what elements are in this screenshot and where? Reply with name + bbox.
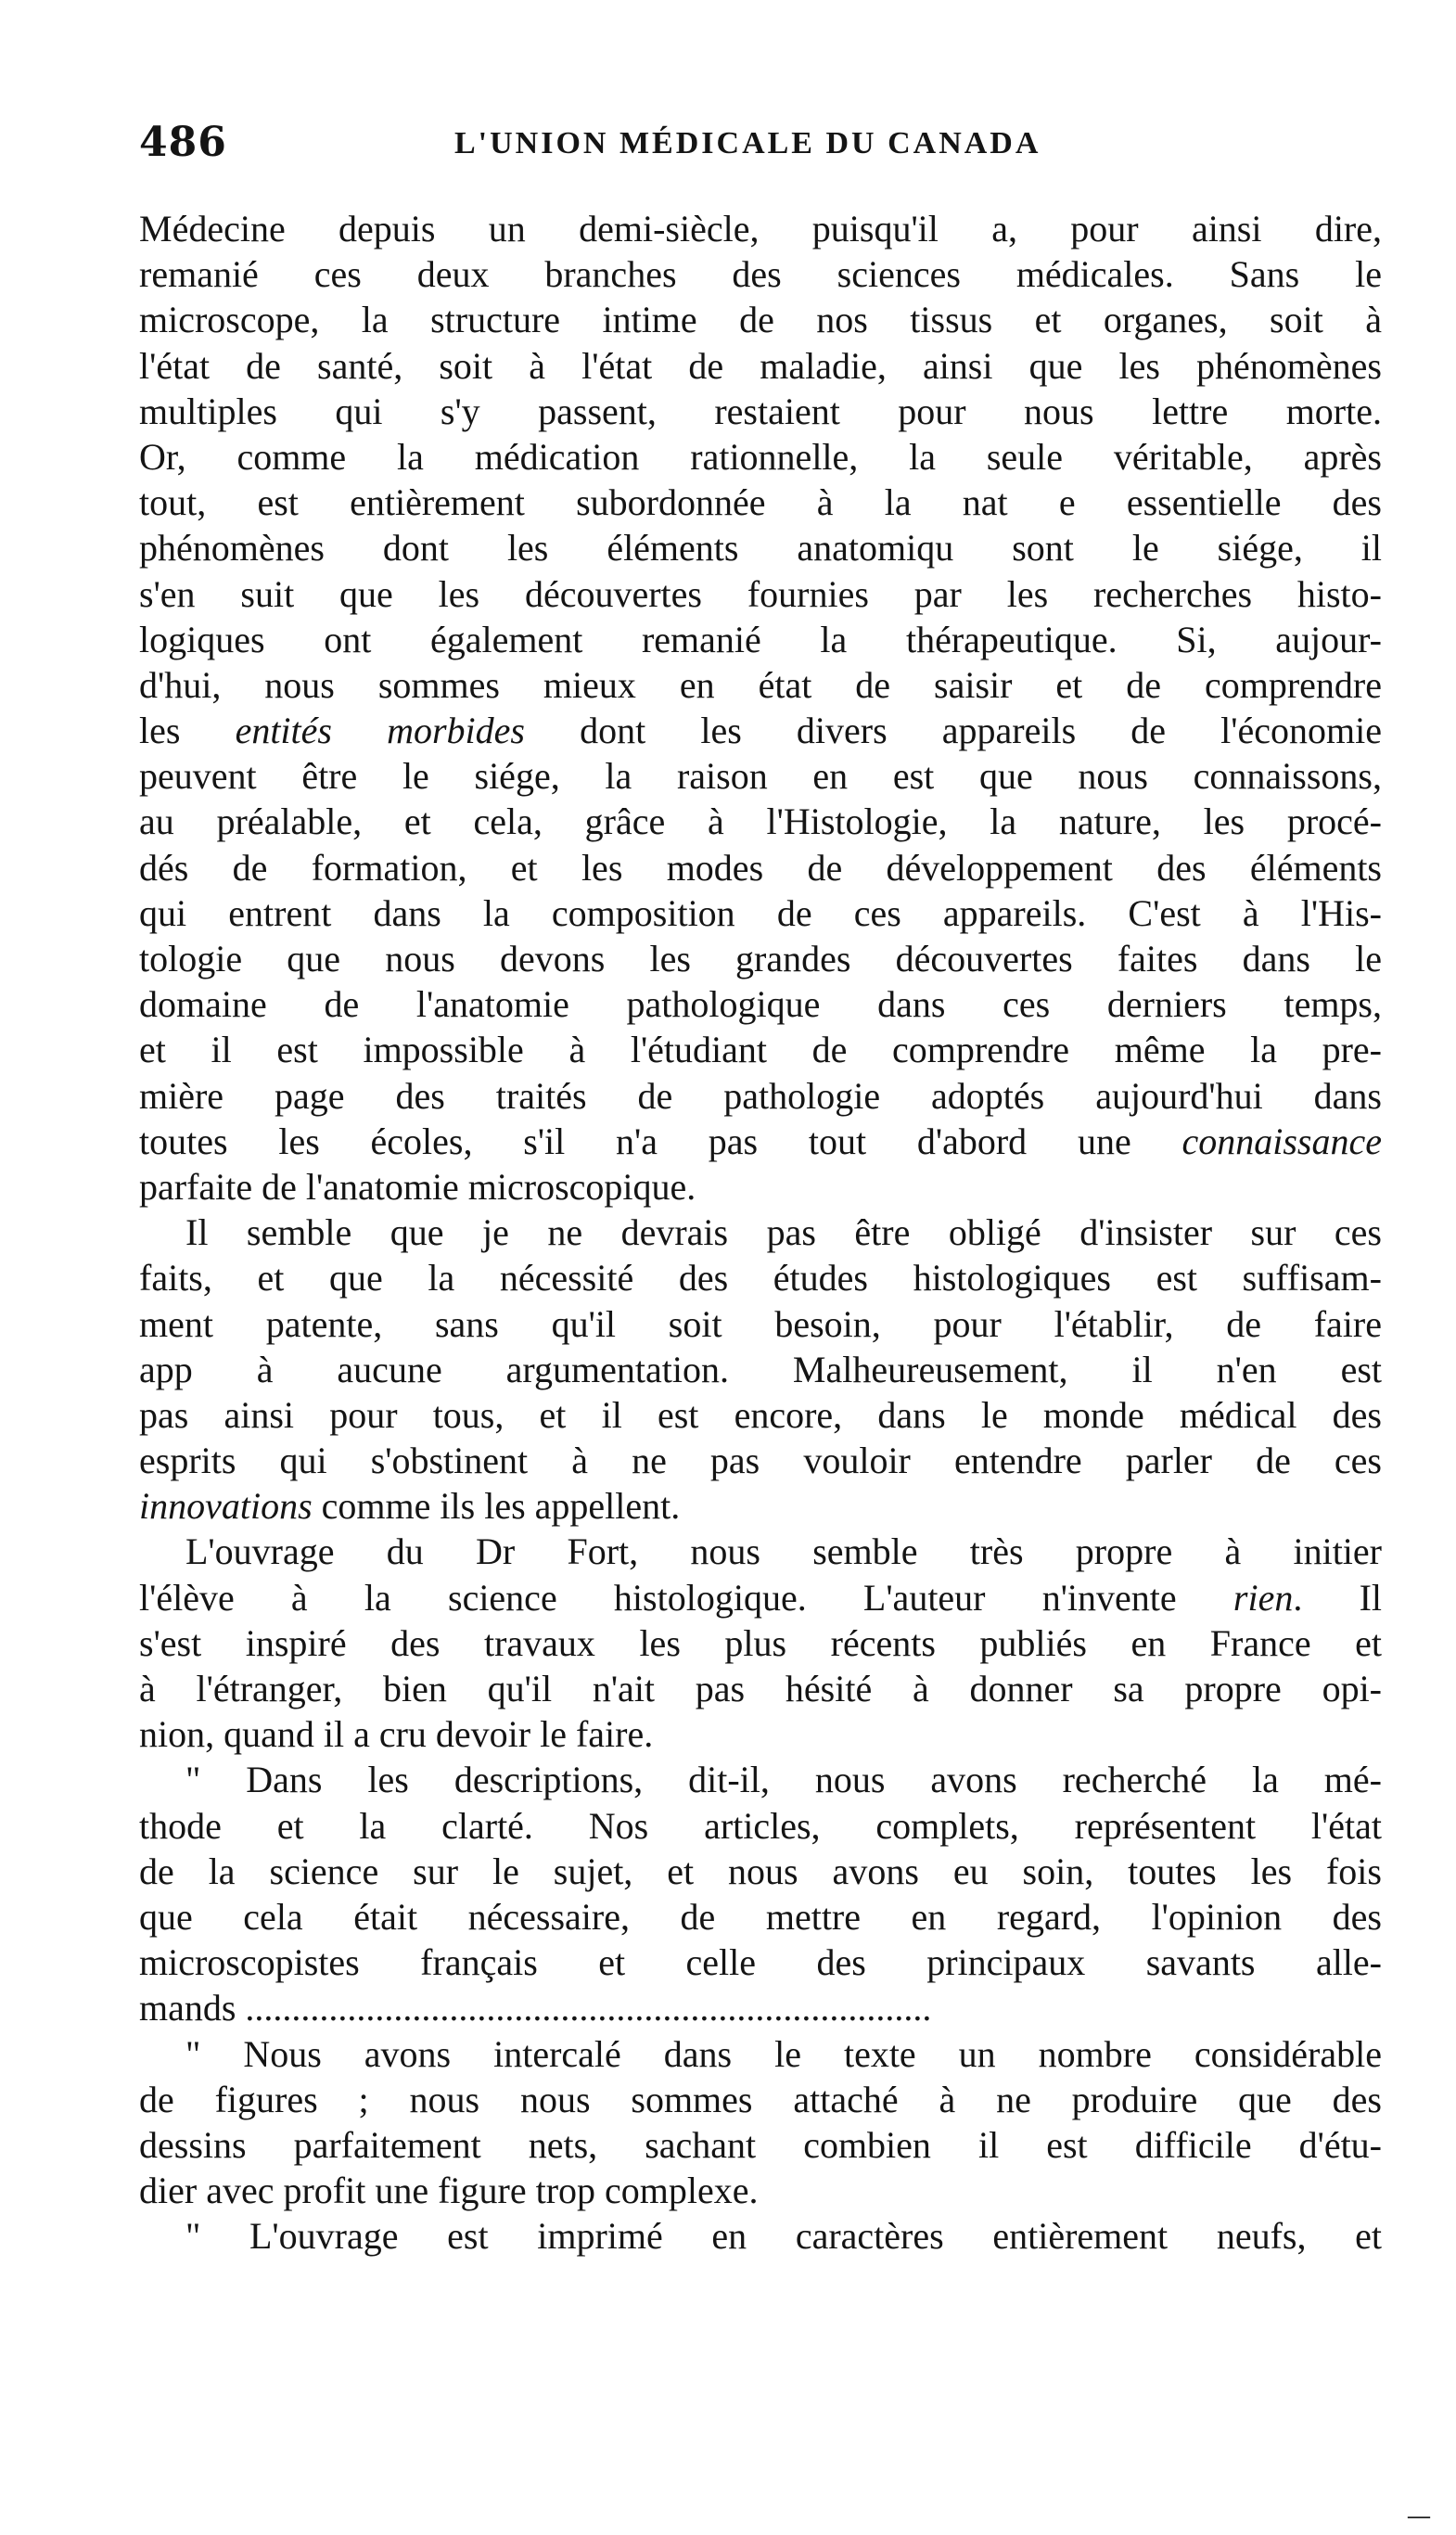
text-line: dessins parfaitement nets, sachant combien il est difficile d'étu- [139,2123,1382,2166]
text-line: tout, est entièrement subordonnée à la nat e essentielle des [139,481,1382,524]
page-header [139,119,1391,174]
text-line: mière page des traités de pathologie adoptés aujourd'hui dans [139,1074,1382,1117]
text-line: " L'ouvrage est imprimé en caractères entièrement neufs, et [185,2215,1382,2258]
text-line: dier avec profit une figure trop complexe. [139,2170,759,2212]
text-line: esprits qui s'obstinent à ne pas vouloir entendre parler de ces [139,1440,1382,1482]
body-text [139,206,1382,2259]
text-line: que cela était nécessaire, de mettre en regard, l'opinion des [139,1895,1382,1938]
text-line: s'en suit que les découvertes fournies par les recherches histo- [139,572,1382,615]
print-mark: — [1408,2504,1430,2529]
text-line: phénomènes dont les éléments anatomiqu sont le siége, il [139,527,1382,570]
text-line: " Dans les descriptions, dit-il, nous avons recherché la mé- [185,1759,1382,1801]
text-line: L'ouvrage du Dr Fort, nous semble très propre à initier [185,1530,1382,1573]
running-title: L'UNION MÉDICALE DU CANADA [454,126,1041,160]
text-line: faits, et que la nécessité des études histologiques est suffisam- [139,1257,1382,1300]
text-line: parfaite de l'anatomie microscopique. [139,1165,696,1208]
text-line: mands .......................................................................... [139,1987,932,2029]
text-line: au préalable, et cela, grâce à l'Histologie, la nature, les procé- [139,800,1382,843]
text-line: pas ainsi pour tous, et il est encore, dans le monde médical des [139,1393,1382,1436]
text-line: ment patente, sans qu'il soit besoin, pour l'établir, de faire [139,1302,1382,1345]
text-line: et il est impossible à l'étudiant de comprendre même la pre- [139,1029,1382,1071]
text-line: innovations comme ils les appellent. [139,1485,681,1528]
text-line: qui entrent dans la composition de ces appareils. C'est à l'His- [139,891,1382,934]
text-line: multiples qui s'y passent, restaient pour nous lettre morte. [139,390,1382,432]
text-line: d'hui, nous sommes mieux en état de saisir et de comprendre [139,663,1382,706]
text-line: domaine de l'anatomie pathologique dans ces derniers temps, [139,983,1382,1026]
text-line: remanié ces deux branches des sciences médicales. Sans le [139,253,1382,296]
text-line: s'est inspiré des travaux les plus récents publiés en France et [139,1621,1382,1664]
page-number: 486 [139,119,227,166]
text-line: Il semble que je ne devrais pas être obligé d'insister sur ces [185,1211,1382,1254]
text-line: les entités morbides dont les divers appareils de l'économie [139,710,1382,752]
text-line: peuvent être le siége, la raison en est que nous connaissons, [139,755,1382,798]
text-line: app à aucune argumentation. Malheureusement, il n'en est [139,1348,1382,1390]
text-line: à l'étranger, bien qu'il n'ait pas hésité à donner sa propre opi- [139,1668,1382,1709]
text-line: Médecine depuis un demi-siècle, puisqu'il a, pour ainsi dire, [139,208,1382,250]
text-line: Or, comme la médication rationnelle, la seule véritable, après [139,435,1382,478]
text-line: microscopistes français et celle des principaux savants alle- [139,1941,1382,1984]
text-line: l'élève à la science histologique. L'auteur n'invente rien. Il [139,1576,1382,1619]
text-line: nion, quand il a cru devoir le faire. [139,1713,654,1756]
text-line: l'état de santé, soit à l'état de maladie, ainsi que les phénomènes [139,344,1382,387]
text-line: logiques ont également remanié la thérapeutique. Si, aujour- [139,618,1382,660]
text-line: microscope, la structure intime de nos tissus et organes, soit à [139,299,1382,341]
text-line: thode et la clarté. Nos articles, complets, représentent l'état [139,1804,1382,1847]
text-line: toutes les écoles, s'il n'a pas tout d'abord une connaissance [139,1120,1382,1162]
text-line: de figures ; nous nous sommes attaché à ne produire que des [139,2078,1382,2120]
text-line: de la science sur le sujet, et nous avons eu soin, toutes les fois [139,1850,1382,1892]
text-line: dés de formation, et les modes de développement des éléments [139,846,1382,889]
text-line: tologie que nous devons les grandes découvertes faites dans le [139,938,1382,979]
text-line: " Nous avons intercalé dans le texte un nombre considérable [185,2032,1382,2075]
